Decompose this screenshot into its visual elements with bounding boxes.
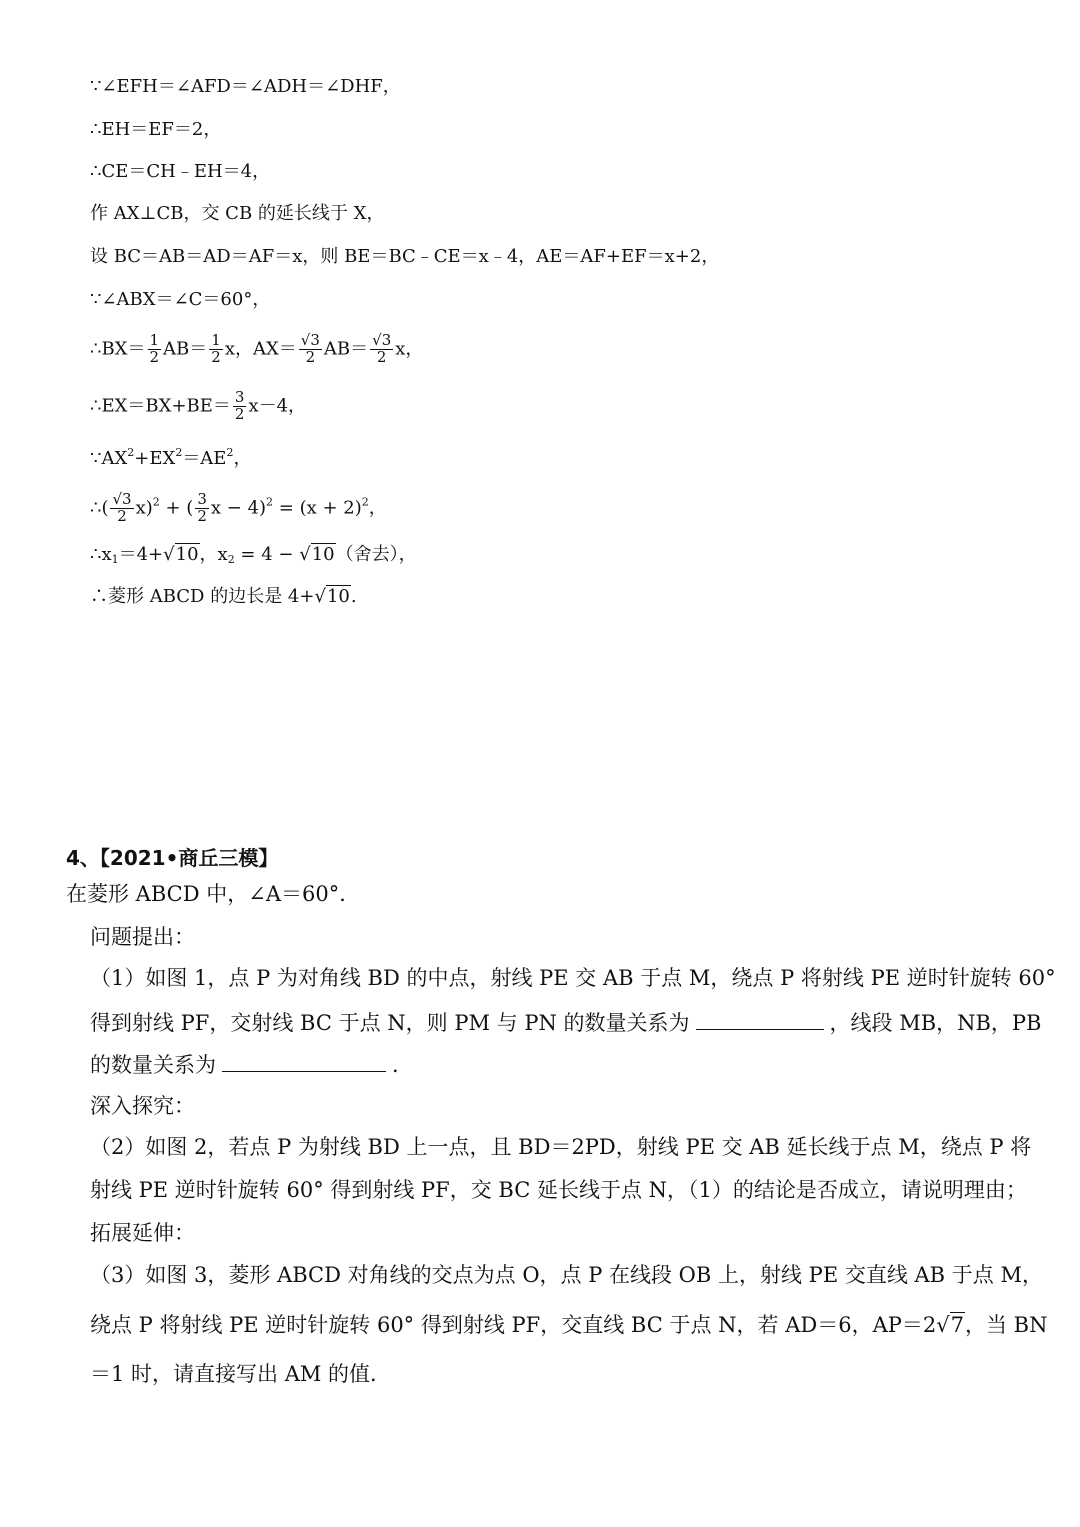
- solution-line-12: ∴菱形 ABCD 的边长是 4+√10.: [90, 586, 357, 607]
- sqrt-symbol: √10: [314, 586, 350, 607]
- problem-header: 4、【2021•商丘三模】: [66, 846, 279, 870]
- solution-line-7: ∴BX＝ $\frac{1}{2}$ AB＝ $\frac{1}{2}$ x，AX＝ $\frac{√3}{2}$ AB＝ $\frac{√3}{2}$ x，: [90, 331, 424, 366]
- sqrt-symbol: √7: [936, 1313, 964, 1337]
- solution-line-10: ∴( $\frac{√3}{2}$ x)$^2$ + ( $\frac{3}{2}$ $x - 4)^2 = (x + 2)^2$，: [90, 490, 387, 525]
- answer-blank-2[interactable]: [222, 1053, 386, 1072]
- question-3-line-2: 绕点 P 将射线 PE 逆时针旋转 60° 得到射线 PF，交直线 BC 于点 N，若 AD＝6，AP＝2√7，当 BN: [90, 1313, 1048, 1337]
- solution-line-6: ∵∠ABX＝∠C＝60°，: [90, 289, 271, 310]
- section-heading: 拓展延伸：: [90, 1221, 195, 1245]
- problem-intro: 在菱形 ABCD 中，∠A＝60°．: [66, 882, 361, 906]
- fraction: $\frac{√3}{2}$: [300, 331, 320, 366]
- answer-blank-1[interactable]: [696, 1011, 824, 1030]
- question-1-line-2: 得到射线 PF，交射线 BC 于点 N，则 PM 与 PN 的数量关系为 ，线段 MB，NB，PB: [90, 1011, 1042, 1035]
- question-2-line-1: （2）如图 2，若点 P 为射线 BD 上一点，且 BD＝2PD，射线 PE 交 AB 延长线于点 M，绕点 P 将: [90, 1135, 1032, 1159]
- sqrt-symbol: √10: [163, 544, 199, 565]
- section-heading: 问题提出：: [90, 925, 195, 949]
- fraction: $\frac{√3}{2}$: [372, 331, 392, 366]
- solution-line-11: $\therefore x_1=4+√10$，$x_2 = 4 - √10$（舍去），: [90, 544, 417, 566]
- solution-line-9: $\because AX^2+EX^2=AE^2$，: [90, 446, 252, 469]
- solution-line-5: 设 BC＝AB＝AD＝AF＝x，则 BE＝BC﹣CE＝x﹣4，AE＝AF+EF＝x+2，: [90, 246, 720, 267]
- section-heading: 深入探究：: [90, 1094, 195, 1118]
- question-1-line-3: 的数量关系为 ．: [90, 1053, 413, 1077]
- fraction: $\frac{1}{2}$: [211, 331, 221, 366]
- question-3-line-3: ＝1 时，请直接写出 AM 的值．: [90, 1362, 392, 1386]
- question-2-line-2: 射线 PE 逆时针旋转 60° 得到射线 PF，交 BC 延长线于点 N，（1）的结论是否成立，请说明理由；: [90, 1178, 1027, 1202]
- solution-line-8: ∴EX＝BX+BE＝ $\frac{3}{2}$ x－4，: [90, 388, 307, 423]
- fraction: $\frac{3}{2}$: [197, 490, 207, 525]
- fraction: $\frac{√3}{2}$: [112, 490, 132, 525]
- fraction: $\frac{1}{2}$: [149, 331, 160, 366]
- question-3-line-1: （3）如图 3，菱形 ABCD 对角线的交点为点 O，点 P 在线段 OB 上，射线 PE 交直线 AB 于点 M，: [90, 1263, 1043, 1287]
- fraction: $\frac{3}{2}$: [234, 388, 245, 423]
- solution-line-3: ∴CE＝CH﹣EH＝4，: [90, 161, 271, 182]
- sqrt-symbol: √10: [299, 544, 335, 565]
- solution-line-2: ∴EH＝EF＝2，: [90, 119, 222, 140]
- solution-line-4: 作 AX⊥CB，交 CB 的延长线于 X，: [90, 203, 385, 224]
- question-1-line-1: （1）如图 1，点 P 为对角线 BD 的中点，射线 PE 交 AB 于点 M，绕点 P 将射线 PE 逆时针旋转 60°: [90, 966, 1056, 990]
- solution-line-1: ∵∠EFH＝∠AFD＝∠ADH＝∠DHF，: [90, 76, 401, 97]
